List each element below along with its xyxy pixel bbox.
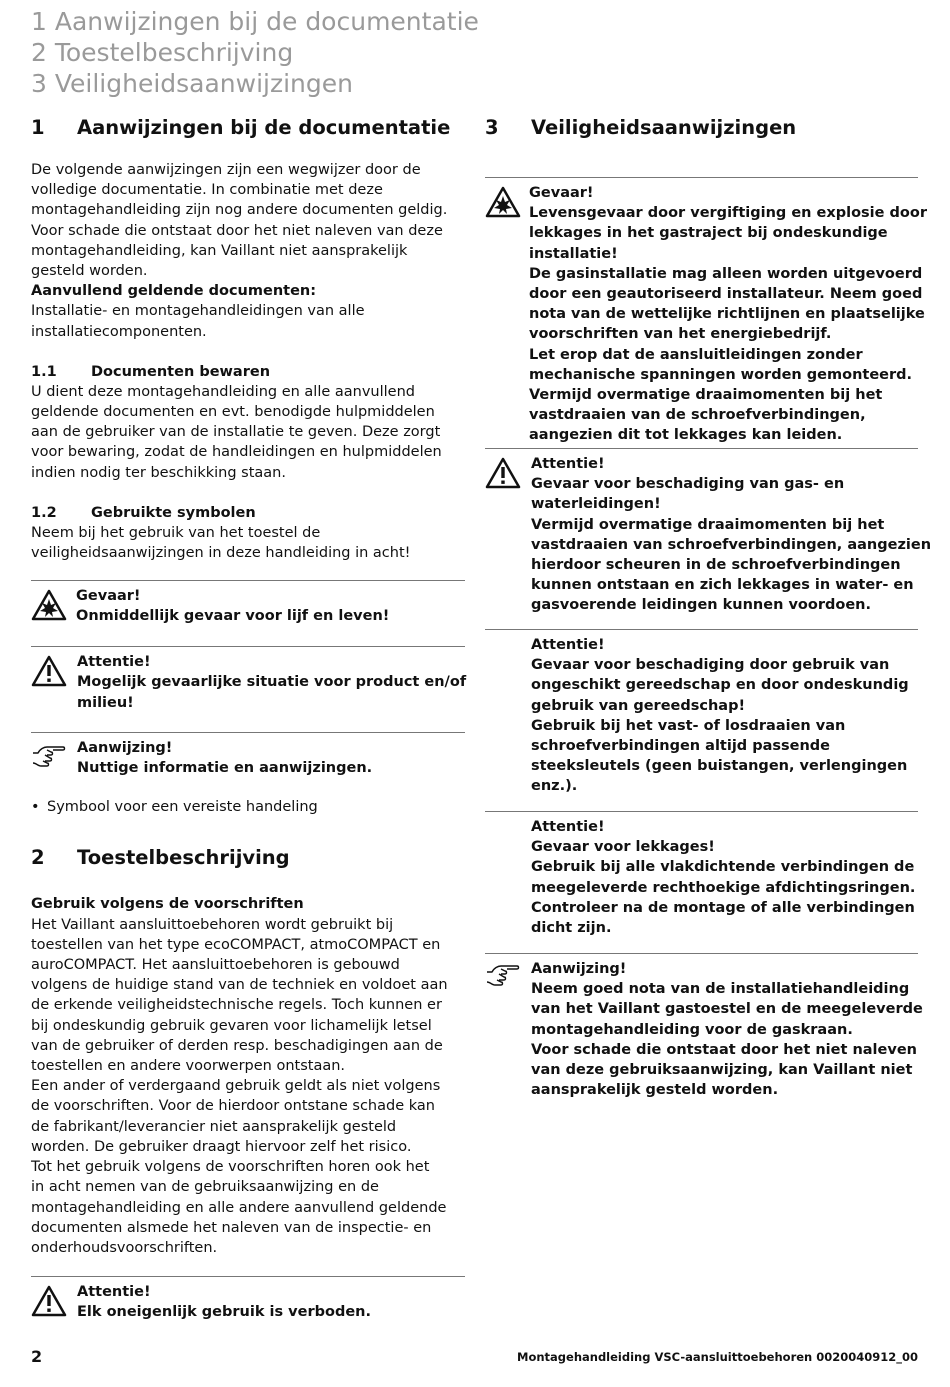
- warning-text: Vermijd overmatige draaimomenten bij het: [531, 516, 885, 533]
- document-title: Montagehandleiding VSC-aansluittoebehoren 0020040912_00: [517, 1350, 918, 1364]
- warning-text: steeksleutels (geen buistangen, verlengingen: [531, 758, 908, 775]
- section-1-intro: [31, 160, 465, 342]
- use-label: Gebruik volgens de voorschriften: [31, 896, 304, 913]
- header-line-2: 2 Toestelbeschrijving: [31, 38, 294, 67]
- warning-text: Levensgevaar door vergiftiging en explosie door: [529, 205, 927, 222]
- text-line: Tot het gebruik volgens de voorschriften horen ook het: [31, 1159, 430, 1176]
- section-1-2-title: Gebruikte symbolen: [91, 504, 256, 521]
- section-1-1-number: 1.1: [31, 363, 57, 380]
- section-2-number: 2: [31, 846, 45, 870]
- section-2-heading: [31, 842, 465, 874]
- section-1-1-heading: [31, 362, 465, 382]
- warning-text: Controleer na de montage of alle verbindingen: [531, 899, 915, 916]
- text-line: installatiecomponenten.: [31, 323, 207, 340]
- text-line: montagehandleiding zijn nog andere documenten geldig.: [31, 202, 448, 219]
- warning-text: De gasinstallatie mag alleen worden uitgevoerd: [529, 265, 923, 282]
- misuse-warning-box: [31, 1276, 465, 1332]
- note-text: Voor schade die ontstaat door het niet naleven: [531, 1041, 917, 1058]
- warning-text: Vermijd overmatige draaimomenten bij het: [529, 387, 883, 404]
- text-line: montagehandleiding, kan Vaillant niet aansprakelijk: [31, 242, 408, 259]
- attention-tools-box: [485, 629, 918, 811]
- note-text: montagehandleiding voor de gaskraan.: [531, 1021, 853, 1038]
- warning-text: meegeleverde rechthoekige afdichtingsringen.: [531, 879, 916, 896]
- text-line: toestellen van het type ecoCOMPACT, atmoCOMPACT en: [31, 936, 441, 953]
- warning-text: Elk oneigenlijk gebruik is verboden.: [77, 1304, 371, 1321]
- section-1-2-heading: [31, 503, 465, 523]
- warning-text: vastdraaien van de schroefverbindingen,: [529, 407, 866, 424]
- warning-label: Attentie!: [77, 654, 151, 671]
- text-line: auroCOMPACT. Het aansluittoebehoren is gebouwd: [31, 957, 400, 974]
- warning-text: hierdoor scheuren in de schroefverbindingen: [531, 557, 901, 574]
- text-line: Het Vaillant aansluittoebehoren wordt gebruikt bij: [31, 916, 394, 933]
- warning-text: waterleidingen!: [531, 496, 661, 513]
- warning-text: Gevaar voor lekkages!: [531, 839, 715, 856]
- text-line: onderhoudsvoorschriften.: [31, 1239, 218, 1256]
- text-line: geldende documenten en evt. benodigde hulpmiddelen: [31, 404, 435, 421]
- warning-text: mechanische spanningen worden gemonteerd.: [529, 366, 913, 383]
- left-column: [31, 112, 465, 1332]
- text-line: De volgende aanwijzingen zijn een wegwijzer door de: [31, 162, 421, 178]
- warning-label: Gevaar!: [76, 588, 141, 605]
- warning-text: kunnen ontstaan en zich lekkages in water- en: [531, 577, 914, 594]
- warning-text: dicht zijn.: [531, 920, 612, 937]
- warning-text: schroefverbindingen altijd passende: [531, 738, 831, 755]
- section-3-heading: [485, 112, 918, 144]
- attention-icon: [31, 1285, 67, 1317]
- warning-label: Attentie!: [531, 637, 605, 653]
- text-line: de erkende veiligheidstechnische regels. Toch kunnen er: [31, 997, 442, 1014]
- explosion-danger-icon: [485, 186, 521, 218]
- warning-text: ongeschikt gereedschap en door ondeskundig: [531, 677, 909, 694]
- symbol-note-box: [31, 732, 465, 793]
- warning-text: milieu!: [77, 694, 134, 711]
- text-line: Een ander of verdergaand gebruik geldt als niet volgens: [31, 1078, 441, 1095]
- text-line: gesteld worden.: [31, 263, 148, 280]
- text-line: indien nodig ter beschikking staan.: [31, 464, 286, 481]
- note-label: Aanwijzing!: [531, 961, 627, 977]
- note-text: van deze gebruiksaanwijzing, kan Vaillant niet: [531, 1062, 913, 1079]
- docs-label: Aanvullend geldende documenten:: [31, 283, 317, 300]
- section-2-text: [31, 894, 465, 1258]
- section-1-heading: [31, 112, 465, 144]
- warning-label: Attentie!: [531, 456, 605, 472]
- warning-text: Onmiddellijk gevaar voor lijf en leven!: [76, 608, 390, 625]
- text-line: montagehandleiding en alle andere aanvullend geldende: [31, 1199, 447, 1216]
- warning-label: Attentie!: [77, 1284, 151, 1301]
- section-1-2-number: 1.2: [31, 504, 57, 521]
- section-2-title: Toestelbeschrijving: [77, 846, 290, 870]
- text-line: in acht nemen van de gebruiksaanwijzing en de: [31, 1179, 379, 1196]
- danger-gas-box: [485, 177, 927, 448]
- text-line: toestellen en andere voorwerpen ontstaan.: [31, 1058, 346, 1075]
- section-1-title: Aanwijzingen bij de documentatie: [77, 116, 451, 139]
- note-text: aansprakelijk gesteld worden.: [531, 1082, 779, 1099]
- text-line: de fabrikant/leverancier niet aansprakelijk gesteld: [31, 1118, 397, 1135]
- attention-icon: [31, 655, 67, 687]
- pointing-hand-icon: [485, 958, 521, 990]
- warning-text: Gevaar voor beschadiging door gebruik van: [531, 657, 890, 674]
- bullet-text: Symbool voor een vereiste handeling: [47, 799, 318, 816]
- text-line: Voor schade die ontstaat door het niet naleven van deze: [31, 222, 443, 239]
- text-line: van de gebruiker of derden resp. beschadigingen aan de: [31, 1037, 443, 1054]
- warning-text: Let erop dat de aansluitleidingen zonder: [529, 346, 863, 363]
- warning-label: Attentie!: [531, 819, 605, 835]
- page-header: [31, 6, 479, 99]
- note-box: [485, 953, 923, 1109]
- text-line: U dient deze montagehandleiding en alle aanvullend: [31, 383, 415, 400]
- warning-label: Gevaar!: [529, 185, 594, 201]
- section-1-2-text: [31, 523, 465, 563]
- bullet-symbol: •: [31, 799, 40, 816]
- note-text: Neem goed nota van de installatiehandleiding: [531, 981, 910, 998]
- attention-leak-box: [485, 811, 918, 953]
- note-text: van het Vaillant gastoestel en de meegeleverde: [531, 1001, 923, 1018]
- right-column: [485, 112, 932, 1109]
- text-line: Installatie- en montagehandleidingen van alle: [31, 303, 365, 320]
- page-number: 2: [31, 1347, 43, 1366]
- text-line: Neem bij het gebruik van het toestel de: [31, 524, 321, 541]
- warning-text: lekkages in het gastraject bij ondeskundige: [529, 225, 888, 242]
- warning-text: aangezien dit tot lekkages kan leiden.: [529, 427, 843, 444]
- bullet-item: [31, 797, 465, 817]
- header-line-3: 3 Veiligheidsaanwijzingen: [31, 69, 353, 98]
- text-line: worden. De gebruiker draagt hiervoor zelf het risico.: [31, 1138, 412, 1155]
- section-3-title: Veiligheidsaanwijzingen: [531, 116, 797, 139]
- section-1-number: 1: [31, 116, 45, 139]
- warning-text: Gebruik bij alle vlakdichtende verbindingen de: [531, 859, 915, 876]
- text-line: volgens de huidige stand van de techniek en voldoet aan: [31, 977, 448, 994]
- warning-text: gasvoerende leidingen kunnen voordoen.: [531, 597, 871, 614]
- text-line: bij ondeskundig gebruik gevaren voor lichamelijk letsel: [31, 1017, 432, 1034]
- warning-text: door een geautoriseerd installateur. Neem goed: [529, 286, 923, 303]
- warning-text: vastdraaien van schroefverbindingen, aangezien: [531, 536, 932, 553]
- warning-text: gebruik van gereedschap!: [531, 697, 746, 714]
- warning-text: Gevaar voor beschadiging van gas- en: [531, 476, 845, 493]
- symbol-attention-box: [31, 646, 465, 727]
- text-line: veiligheidsaanwijzingen in deze handleiding in acht!: [31, 545, 411, 562]
- text-line: de voorschriften. Voor de hierdoor ontstane schade kan: [31, 1098, 435, 1115]
- warning-text: nota van de wettelijke richtlijnen en plaatselijke: [529, 306, 925, 323]
- explosion-danger-icon: [31, 589, 67, 621]
- section-1-1-text: [31, 382, 465, 483]
- section-3-number: 3: [485, 116, 499, 139]
- warning-text: installatie!: [529, 245, 618, 262]
- text-line: voor bewaring, zodat de handleidingen en hulpmiddelen: [31, 444, 442, 461]
- symbol-danger-box: [31, 580, 465, 641]
- warning-text: voorschriften van het energiebedrijf.: [529, 326, 832, 343]
- warning-text: Gebruik bij het vast- of losdraaien van: [531, 717, 846, 734]
- text-line: aan de gebruiker van de installatie te geven. Deze zorgt: [31, 424, 441, 441]
- warning-text: enz.).: [531, 778, 578, 795]
- attention-pipes-box: [485, 448, 932, 629]
- header-line-1: 1 Aanwijzingen bij de documentatie: [31, 7, 479, 36]
- pointing-hand-icon: [31, 739, 67, 771]
- note-label: Aanwijzing!: [77, 740, 173, 757]
- text-line: volledige documentatie. In combinatie met deze: [31, 182, 383, 199]
- attention-icon: [485, 457, 521, 489]
- note-text: Nuttige informatie en aanwijzingen.: [77, 760, 373, 777]
- section-1-1-title: Documenten bewaren: [91, 363, 271, 380]
- warning-text: Mogelijk gevaarlijke situatie voor product en/of: [77, 674, 467, 691]
- text-line: documenten alsmede het naleven van de inspectie- en: [31, 1219, 432, 1236]
